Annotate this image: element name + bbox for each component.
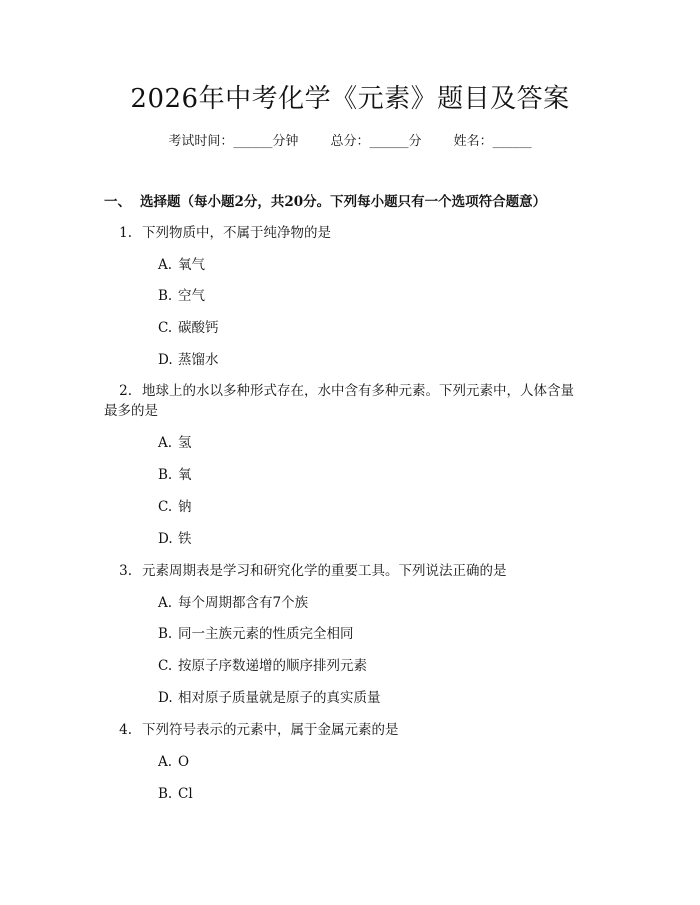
question-text: 下列物质中，不属于纯净物的是 bbox=[142, 225, 331, 241]
question-3 bbox=[104, 561, 604, 581]
option-letter: A. bbox=[158, 435, 173, 451]
question-line-1 bbox=[104, 381, 604, 401]
question-1-option-b bbox=[158, 286, 205, 306]
question-1-option-d bbox=[158, 350, 219, 370]
question-number: 4. bbox=[119, 722, 132, 738]
option-letter: C. bbox=[158, 658, 173, 674]
question-number: 3. bbox=[119, 563, 132, 579]
question-4 bbox=[104, 720, 604, 740]
option-text: 氧 bbox=[178, 467, 192, 483]
option-text: 每个周期都含有7个族 bbox=[178, 595, 309, 611]
option-letter: B. bbox=[158, 786, 173, 802]
question-text-line-1: 地球上的水以多种形式存在，水中含有多种元素。下列元素中，人体含量 bbox=[142, 383, 574, 399]
option-text: O bbox=[178, 754, 190, 770]
question-2-option-a bbox=[158, 433, 192, 453]
option-text: 钠 bbox=[178, 499, 192, 515]
option-letter: C. bbox=[158, 320, 173, 336]
question-3-option-d bbox=[158, 688, 381, 708]
question-text-line-2: 最多的是 bbox=[104, 403, 158, 419]
option-letter: A. bbox=[158, 754, 173, 770]
option-text: 碳酸钙 bbox=[178, 320, 219, 336]
section-heading-text: 选择题（每小题2分，共20分。下列每小题只有一个选项符合题意） bbox=[140, 194, 547, 210]
option-letter: B. bbox=[158, 288, 173, 304]
question-4-option-a bbox=[158, 752, 189, 772]
option-letter: D. bbox=[158, 531, 173, 547]
option-letter: C. bbox=[158, 499, 173, 515]
question-3-option-b bbox=[158, 624, 354, 644]
option-text: 相对原子质量就是原子的真实质量 bbox=[178, 690, 381, 706]
option-text: 氢 bbox=[178, 435, 192, 451]
question-1-option-a bbox=[158, 255, 205, 275]
option-text: 铁 bbox=[178, 531, 192, 547]
option-text: 同一主族元素的性质完全相同 bbox=[178, 626, 354, 642]
option-letter: A. bbox=[158, 257, 173, 273]
question-1 bbox=[104, 223, 604, 243]
question-2-option-d bbox=[158, 529, 192, 549]
option-text: 氧气 bbox=[178, 257, 205, 273]
question-2-option-c bbox=[158, 497, 192, 517]
option-text: 按原子序数递增的顺序排列元素 bbox=[178, 658, 367, 674]
option-letter: B. bbox=[158, 626, 173, 642]
section-number: 一、 bbox=[104, 194, 131, 210]
option-letter: D. bbox=[158, 352, 173, 368]
page-title: 2026年中考化学《元素》题目及答案 bbox=[130, 84, 570, 114]
option-text: 蒸馏水 bbox=[178, 352, 219, 368]
option-text: Cl bbox=[178, 786, 193, 802]
question-text: 元素周期表是学习和研究化学的重要工具。下列说法正确的是 bbox=[142, 563, 507, 579]
question-3-option-a bbox=[158, 593, 308, 613]
question-number: 2. bbox=[119, 383, 132, 399]
question-text: 下列符号表示的元素中，属于金属元素的是 bbox=[142, 722, 399, 738]
exam-time-field: 考试时间：______分钟 bbox=[168, 134, 299, 149]
option-letter: D. bbox=[158, 690, 173, 706]
question-3-option-c bbox=[158, 656, 367, 676]
question-2 bbox=[104, 381, 604, 421]
exam-info-row bbox=[0, 132, 700, 152]
option-text: 空气 bbox=[178, 288, 205, 304]
total-score-field: 总分：______分 bbox=[330, 134, 422, 149]
question-4-option-b bbox=[158, 784, 193, 804]
option-letter: A. bbox=[158, 595, 173, 611]
question-number: 1. bbox=[119, 225, 132, 241]
student-name-field: 姓名：______ bbox=[453, 134, 532, 149]
question-1-option-c bbox=[158, 318, 219, 338]
option-letter: B. bbox=[158, 467, 173, 483]
section-heading bbox=[104, 192, 664, 212]
question-2-option-b bbox=[158, 465, 192, 485]
